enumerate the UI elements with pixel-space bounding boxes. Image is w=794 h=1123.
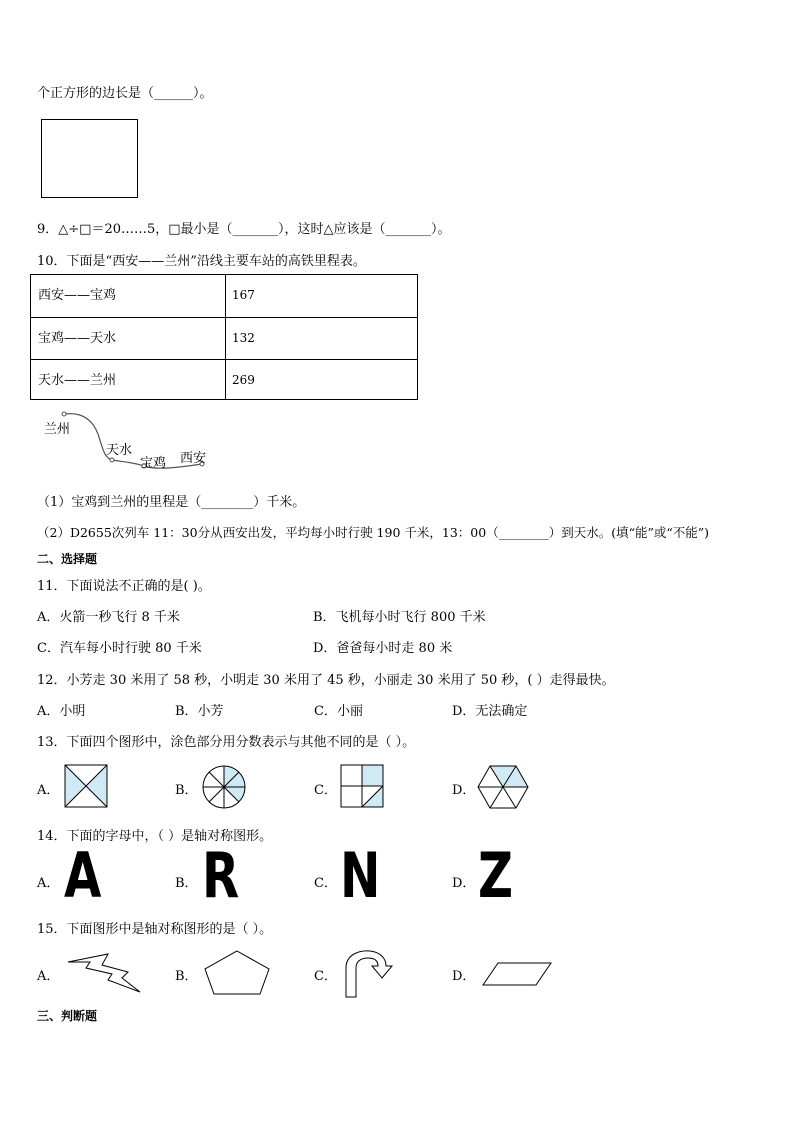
q15-label-d: D． (452, 969, 476, 984)
q8-text: 个正方形的边长是（______）。 (37, 86, 213, 101)
q15-label-b: B． (175, 969, 198, 984)
u-turn-arrow-figure (342, 948, 398, 1000)
letter-a: A (64, 839, 102, 912)
fraction-circle-figure (201, 764, 247, 810)
q15-label-a: A． (37, 969, 60, 984)
map-label-tianshui: 天水 (106, 443, 133, 458)
q11-option-a: A．火箭一秒飞行 8 千米 (37, 610, 180, 625)
fraction-hexagon-figure (477, 764, 529, 810)
map-label-baoji: 宝鸡 (140, 456, 167, 471)
letter-r: R (202, 839, 240, 912)
q11-option-c: C．汽车每小时行驶 80 千米 (37, 641, 202, 656)
section-heading: 二、选择题 (37, 552, 98, 566)
pentagon-figure (202, 949, 272, 997)
q14-label-a: A． (37, 876, 60, 891)
q15-label-c: C． (314, 969, 337, 984)
table-row (31, 275, 417, 317)
q13-label-a: A． (37, 783, 60, 798)
letter-n: N (340, 839, 381, 912)
q12-option-d: D．无法确定 (452, 704, 528, 719)
map-label-xian: 西安 (180, 451, 207, 466)
q14-label-c: C． (314, 876, 337, 891)
mileage-table (30, 274, 418, 400)
q14-stem: 14．下面的字母中，（ ）是轴对称图形。 (37, 829, 273, 844)
parallelogram-figure (480, 960, 554, 988)
square-figure (41, 119, 138, 198)
km-cell: 269 (232, 373, 255, 387)
lightning-bolt-figure (66, 952, 142, 996)
q14-label-d: D． (452, 876, 476, 891)
q14-label-b: B． (175, 876, 198, 891)
table-row (31, 317, 417, 360)
q13-label-b: B． (175, 783, 198, 798)
q13-label-d: D． (452, 783, 476, 798)
q12-option-c: C．小丽 (314, 704, 363, 719)
route-cell: 西安——宝鸡 (38, 288, 117, 303)
q15-stem: 15．下面图形中是轴对称图形的是（ ）。 (37, 922, 273, 937)
route-cell: 宝鸡——天水 (38, 331, 117, 346)
q10-title: 10．下面是“西安——兰州”沿线主要车站的高铁里程表。 (37, 254, 366, 269)
q11-option-b: B．飞机每小时飞行 800 千米 (313, 610, 486, 625)
q9-text: 9．△÷□＝20……5，□最小是（_______），这时△应该是（_______）。 (37, 222, 451, 237)
table-row (31, 359, 417, 402)
km-cell: 167 (232, 288, 255, 302)
q10-sub2: （2）D2655次列车 11：30分从西安出发，平均每小时行驶 190 千米，13：00（________）到天水。(填“能”或“不能”) (37, 525, 710, 540)
q11-option-d: D．爸爸每小时走 80 米 (313, 641, 453, 656)
map-label-lanzhou: 兰州 (44, 422, 71, 437)
q12-stem: 12．小芳走 30 米用了 58 秒，小明走 30 米用了 45 秒，小丽走 30 米用了 50 秒，( ）走得最快。 (37, 673, 615, 688)
km-cell: 132 (232, 331, 255, 345)
q12-option-b: B．小芳 (175, 704, 224, 719)
q13-label-c: C． (314, 783, 337, 798)
q13-stem: 13．下面四个图形中，涂色部分用分数表示与其他不同的是（ ）。 (37, 735, 416, 750)
fraction-square-figure (64, 764, 108, 808)
railway-map (40, 406, 220, 476)
route-cell: 天水——兰州 (38, 373, 117, 388)
q11-stem: 11．下面说法不正确的是( )。 (37, 579, 211, 594)
section-heading: 三、判断题 (37, 1009, 98, 1023)
q10-sub1: （1）宝鸡到兰州的里程是（________）千米。 (37, 495, 306, 510)
letter-z: Z (478, 839, 514, 912)
fraction-grid-figure (340, 764, 384, 808)
q12-option-a: A．小明 (37, 704, 86, 719)
